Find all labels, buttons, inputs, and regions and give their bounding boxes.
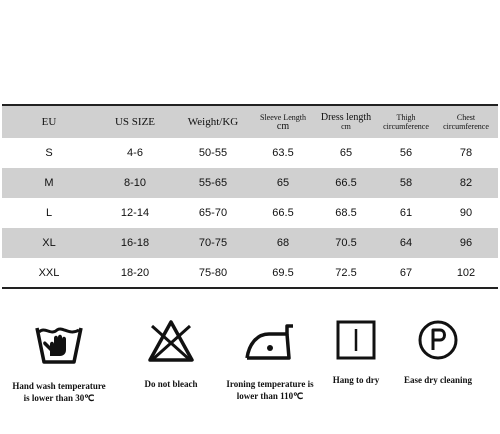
cell-thigh: 64 [378, 228, 434, 258]
cell-thigh: 58 [378, 168, 434, 198]
header-us-size: US SIZE [96, 105, 174, 138]
cell-chest: 90 [434, 198, 498, 228]
header-chest-label: Chest [456, 113, 476, 122]
care-label-hand-wash: Hand wash temperature is lower than 30℃ [12, 381, 106, 403]
table-row [2, 258, 498, 288]
cell-chest: 78 [434, 138, 498, 168]
cell-dress: 68.5 [314, 198, 378, 228]
header-weight: Weight/KG [174, 105, 252, 138]
care-item-dry-clean [388, 318, 488, 386]
cell-dress: 72.5 [314, 258, 378, 288]
cell-dress: 70.5 [314, 228, 378, 258]
cell-weight: 70-75 [174, 228, 252, 258]
cell-sleeve: 65 [252, 168, 314, 198]
cell-us-size: 8-10 [96, 168, 174, 198]
header-eu: EU [2, 105, 96, 138]
cell-us-size: 18-20 [96, 258, 174, 288]
header-chest [434, 105, 498, 138]
care-instructions [0, 318, 500, 434]
header-dress-length [314, 105, 378, 138]
cell-weight: 65-70 [174, 198, 252, 228]
cell-thigh: 56 [378, 138, 434, 168]
cell-chest: 82 [434, 168, 498, 198]
iron-icon [243, 318, 297, 366]
care-item-ironing [214, 318, 326, 402]
header-thigh-unit: circumference [383, 122, 429, 131]
cell-thigh: 67 [378, 258, 434, 288]
cell-eu: XXL [2, 258, 96, 288]
cell-us-size: 4-6 [96, 138, 174, 168]
table-row [2, 138, 498, 168]
cell-us-size: 16-18 [96, 228, 174, 258]
care-label-no-bleach: Do not bleach [144, 379, 198, 389]
care-item-no-bleach [125, 318, 217, 390]
header-sleeve-length [252, 105, 314, 138]
care-item-hang-dry [318, 318, 394, 386]
header-sleeve-length-unit: cm [276, 121, 290, 132]
header-thigh [378, 105, 434, 138]
care-label-ironing: Ironing temperature is lower than 110℃ [226, 379, 314, 401]
header-dress-length-label: Dress length [320, 112, 372, 123]
cell-sleeve: 68 [252, 228, 314, 258]
cell-eu: S [2, 138, 96, 168]
cell-weight: 55-65 [174, 168, 252, 198]
table-header-row [2, 105, 498, 138]
cell-weight: 50-55 [174, 138, 252, 168]
cell-dress: 65 [314, 138, 378, 168]
cell-weight: 75-80 [174, 258, 252, 288]
cell-thigh: 61 [378, 198, 434, 228]
do-not-bleach-icon [146, 318, 196, 366]
header-chest-unit: circumference [443, 122, 489, 131]
hang-dry-icon [334, 318, 378, 362]
cell-eu: M [2, 168, 96, 198]
cell-eu: XL [2, 228, 96, 258]
cell-eu: L [2, 198, 96, 228]
cell-dress: 66.5 [314, 168, 378, 198]
cell-sleeve: 69.5 [252, 258, 314, 288]
cell-sleeve: 66.5 [252, 198, 314, 228]
care-label-hang-dry: Hang to dry [332, 375, 380, 385]
hand-wash-icon [33, 318, 85, 368]
size-chart-table [2, 104, 498, 289]
dry-clean-icon [416, 318, 460, 362]
cell-chest: 96 [434, 228, 498, 258]
cell-chest: 102 [434, 258, 498, 288]
header-thigh-label: Thigh [396, 113, 416, 122]
cell-us-size: 12-14 [96, 198, 174, 228]
care-label-dry-clean: Ease dry cleaning [403, 375, 472, 385]
table-row [2, 228, 498, 258]
table-row [2, 168, 498, 198]
header-dress-length-unit: cm [341, 122, 351, 131]
header-sleeve-length-label: Sleeve Length [260, 113, 306, 122]
care-item-hand-wash [4, 318, 114, 404]
table-row [2, 198, 498, 228]
cell-sleeve: 63.5 [252, 138, 314, 168]
